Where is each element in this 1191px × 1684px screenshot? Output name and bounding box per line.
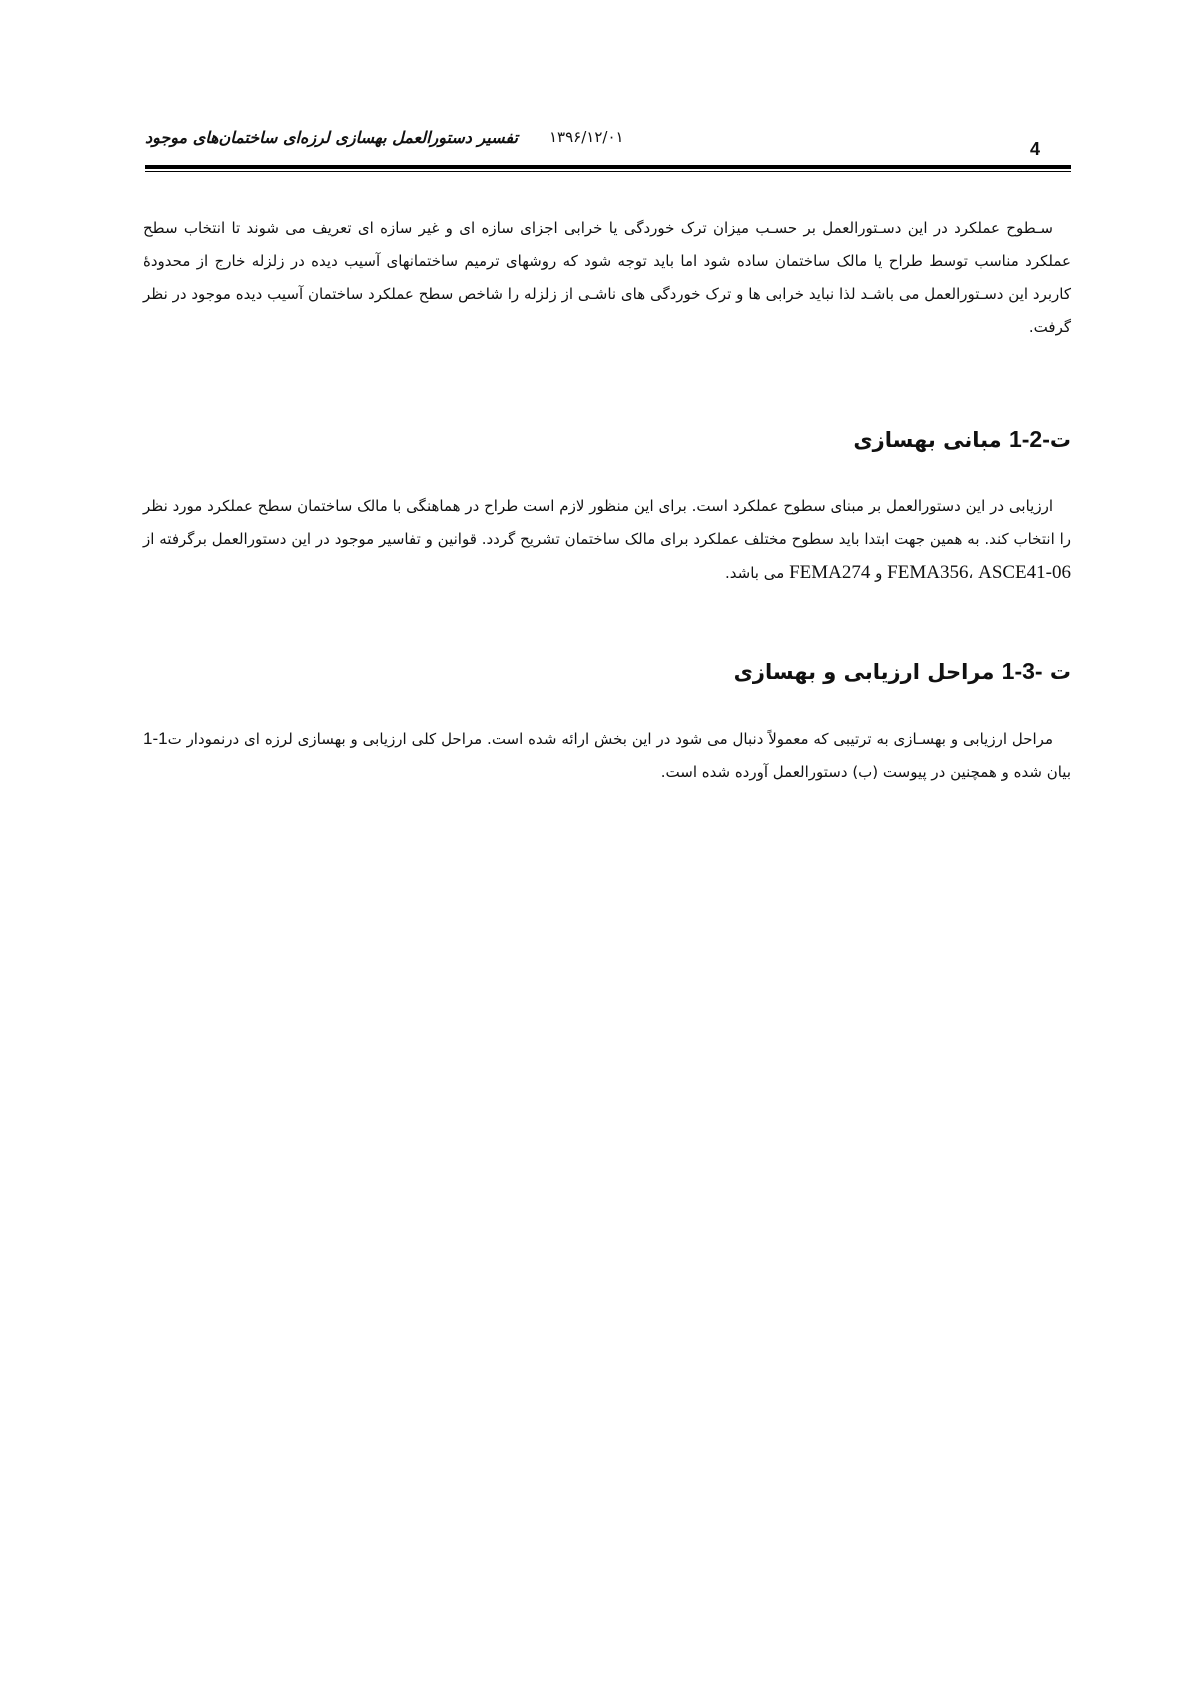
section-3-text-end: بیان شده و همچنین در پیوست (ب) دستورالعمل آورده شده است. xyxy=(660,763,1071,781)
section-3-paragraph xyxy=(143,722,1071,789)
heading-title: مراحل ارزیابی و بهسازی xyxy=(733,660,995,684)
section-2-paragraph xyxy=(143,490,1071,590)
reference-and: و xyxy=(875,564,883,582)
reference-asce41-06: ASCE41-06 xyxy=(978,562,1071,583)
figure-reference: 1-1 xyxy=(143,729,168,748)
section-2-text: ارزیابی در این دستورالعمل بر مبنای سطوح عملکرد است. برای این منظور لازم است طراح در هماهنگی با مالک ساختمان سطح عملکرد مورد نظر را انتخاب کند. به همین جهت ابتدا باید سطوح مختلف عملکرد برای مالک ساختمان تشریح گردد. قوانین و تفاسیر موجود در این دستورالعمل برگرفته از xyxy=(143,497,1071,548)
intro-paragraph: سـطوح عملکرد در این دسـتورالعمل بر حسـب میزان ترک خوردگی یا خرابی اجزای سازه ای و غیر سازه ای تعریف می شوند تا انتخاب سطح عملکرد مناسب توسط طراح یا مالک ساختمان ساده شود اما باید توجه شود که روشهای ترمیم ساختمانهای آسیب دیده در زلزله خارج از محدودهٔ کاربرد این دسـتورالعمل می باشـد لذا نباید خرابی ها و ترک خوردگی های ناشـی از زلزله را شاخص سطح عملکرد ساختمان آسیب دیده موجود در نظر گرفت. xyxy=(143,219,1071,336)
reference-separator: ، xyxy=(968,564,974,582)
page-number: 4 xyxy=(1030,139,1041,159)
section-heading-1-3 xyxy=(734,658,1071,685)
heading-prefix: ت xyxy=(1049,428,1071,452)
section-3-text: مراحل ارزیابی و بهسـازی به ترتیبی که معمولاً دنبال می شود در این بخش ارائه شده است. مراحل کلی ارزیابی و بهسازی لرزه ای درنمودار ت xyxy=(167,730,1053,748)
reference-fema274: FEMA274 xyxy=(789,562,871,583)
header-rule-thick xyxy=(145,165,1071,169)
section-2-text-end: می باشد. xyxy=(725,564,785,582)
heading-number: 1-3- xyxy=(1001,658,1043,684)
header-running-title: تفسیر دستورالعمل بهسازی لرزه‌ای ساختمان‌های موجود xyxy=(145,128,518,147)
header-date: ۱۳۹۶/۱۲/۰۱ xyxy=(549,128,624,146)
heading-prefix: ت xyxy=(1049,660,1071,684)
heading-title: مبانی بهسازی xyxy=(853,428,1002,452)
heading-number: 1-2- xyxy=(1008,426,1050,452)
page-header xyxy=(145,128,1065,164)
section-heading-1-2 xyxy=(853,426,1071,453)
reference-fema356: FEMA356 xyxy=(887,562,969,583)
header-rule-thin xyxy=(145,171,1071,172)
